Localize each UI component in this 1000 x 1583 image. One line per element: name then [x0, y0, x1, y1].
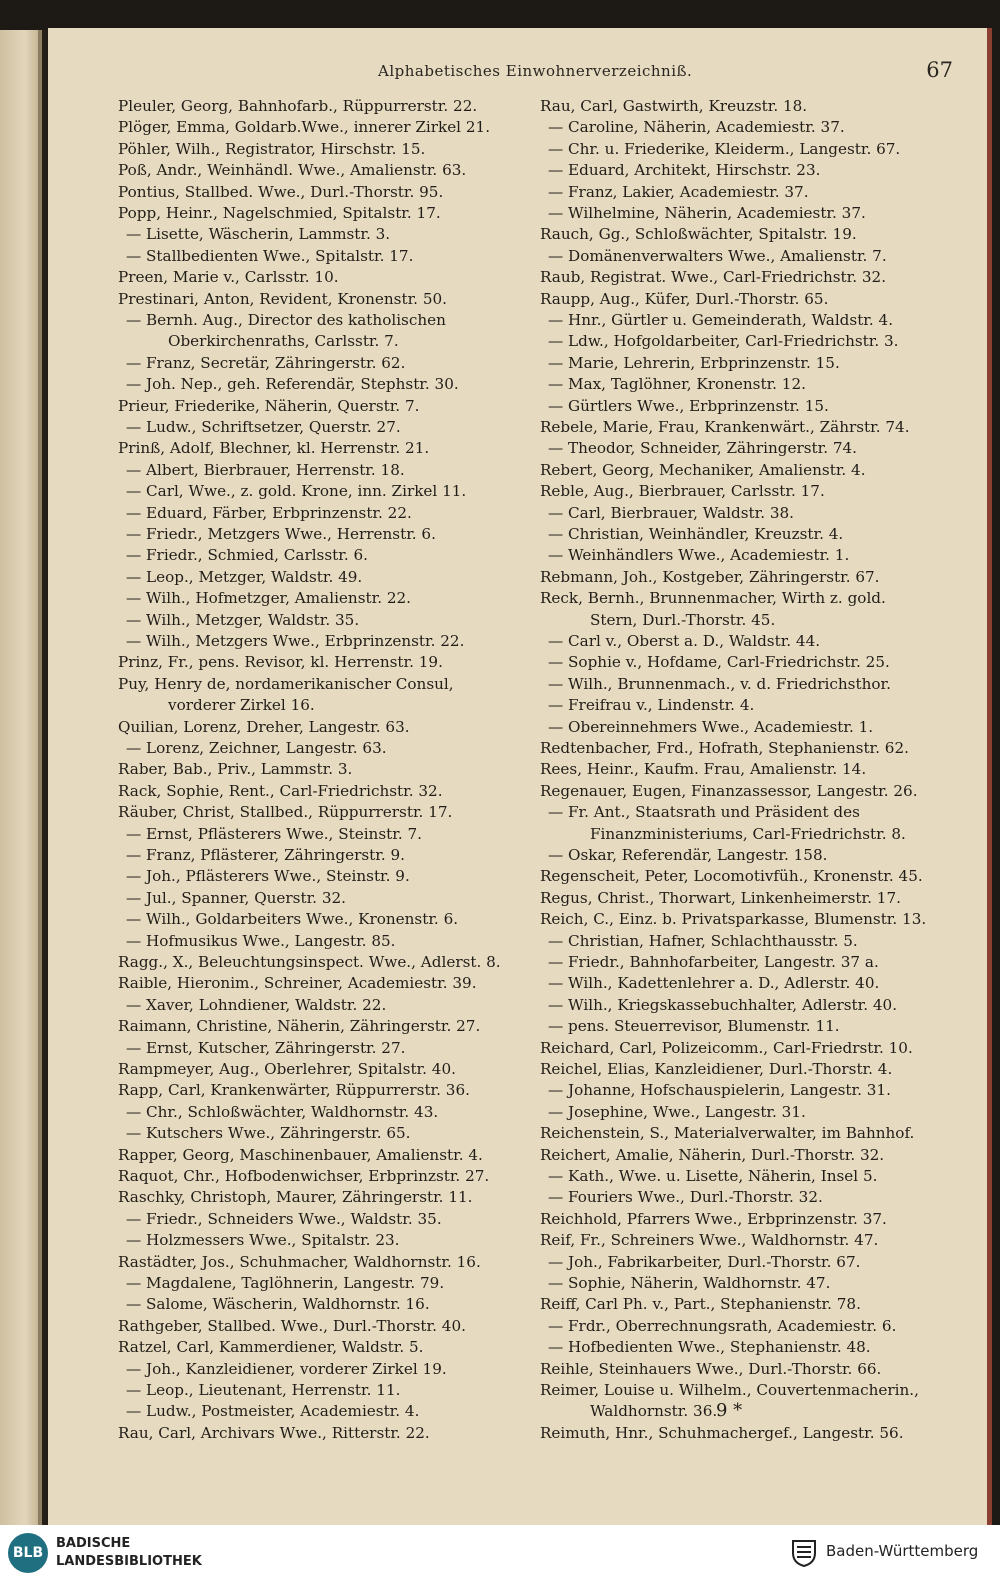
directory-entry: — Hofbedienten Wwe., Stephanienstr. 48.	[548, 1337, 871, 1357]
directory-entry: — Holzmessers Wwe., Spitalstr. 23.	[126, 1230, 400, 1250]
directory-entry: — Salome, Wäscherin, Waldhornstr. 16.	[126, 1294, 430, 1314]
directory-entry: — Freifrau v., Lindenstr. 4.	[548, 695, 754, 715]
directory-entry: Raible, Hieronim., Schreiner, Academiestr. 39.	[118, 974, 477, 993]
directory-entry: — Jul., Spanner, Querstr. 32.	[126, 888, 346, 908]
directory-entry: — Weinhändlers Wwe., Academiestr. 1.	[548, 545, 849, 565]
directory-entry: Rauch, Gg., Schloßwächter, Spitalstr. 19.	[540, 225, 857, 244]
directory-entry: — Joh. Nep., geh. Referendär, Stephstr. 30.	[126, 374, 459, 394]
blb-logo[interactable]: BLB	[8, 1533, 48, 1573]
directory-entry: — Josephine, Wwe., Langestr. 31.	[548, 1102, 806, 1122]
directory-entry: Regenauer, Eugen, Finanzassessor, Langestr. 26.	[540, 781, 918, 800]
directory-entry: — Wilh., Metzgers Wwe., Erbprinzenstr. 22.	[126, 631, 464, 651]
directory-entry: — Franz, Pflästerer, Zähringerstr. 9.	[126, 845, 405, 865]
directory-entry: Reiff, Carl Ph. v., Part., Stephanienstr. 78.	[540, 1295, 861, 1314]
page-header	[48, 58, 987, 88]
directory-entry: — Xaver, Lohndiener, Waldstr. 22.	[126, 995, 386, 1015]
blb-name-line2: LANDESBIBLIOTHEK	[56, 1554, 202, 1569]
directory-entry: Rees, Heinr., Kaufm. Frau, Amalienstr. 14.	[540, 760, 867, 779]
directory-entry: — Friedr., Bahnhofarbeiter, Langestr. 37 a.	[548, 952, 879, 972]
directory-entry: — Joh., Pflästerers Wwe., Steinstr. 9.	[126, 866, 410, 886]
scanned-page	[48, 28, 992, 1525]
directory-entry: Rathgeber, Stallbed. Wwe., Durl.-Thorstr. 40.	[118, 1316, 466, 1335]
directory-entry: — Sophie v., Hofdame, Carl-Friedrichstr. 25.	[548, 652, 890, 672]
directory-entry: Redtenbacher, Frd., Hofrath, Stephanienstr. 62.	[540, 739, 909, 757]
directory-entry: Rau, Carl, Archivars Wwe., Ritterstr. 22.	[118, 1423, 430, 1442]
directory-entry: — Ludw., Schriftsetzer, Querstr. 27.	[126, 417, 401, 437]
directory-entry: — Kath., Wwe. u. Lisette, Näherin, Insel 5.	[548, 1166, 877, 1186]
directory-entry: Raber, Bab., Priv., Lammstr. 3.	[118, 760, 353, 779]
directory-entry: — Wilhelmine, Näherin, Academiestr. 37.	[548, 203, 866, 223]
directory-entry: Pöhler, Wilh., Registrator, Hirschstr. 15.	[118, 139, 426, 158]
directory-entry: — Fr. Ant., Staatsrath und Präsident des	[548, 802, 860, 822]
directory-entry: Reichert, Amalie, Näherin, Durl.-Thorstr. 32.	[540, 1145, 885, 1164]
running-title: Alphabetisches Einwohnerverzeichniß.	[378, 62, 693, 80]
directory-entry: Raupp, Aug., Küfer, Durl.-Thorstr. 65.	[540, 289, 829, 308]
directory-entry: Pleuler, Georg, Bahnhofarb., Rüppurrerstr. 22.	[118, 97, 478, 115]
signature-mark: 9 *	[716, 1400, 743, 1421]
directory-entry: — Kutschers Wwe., Zähringerstr. 65.	[126, 1123, 411, 1143]
directory-entry: Rebert, Georg, Mechaniker, Amalienstr. 4.	[540, 460, 866, 479]
bw-name[interactable]: Baden-Württemberg	[826, 1542, 979, 1560]
directory-entry: Reich, C., Einz. b. Privatsparkasse, Blumenstr. 13.	[540, 910, 927, 929]
directory-entry: Reble, Aug., Bierbrauer, Carlsstr. 17.	[540, 482, 825, 501]
directory-entry: Rebele, Marie, Frau, Krankenwärt., Zährstr. 74.	[540, 418, 910, 436]
directory-entry: Ratzel, Carl, Kammerdiener, Waldstr. 5.	[118, 1338, 424, 1357]
directory-entry: Rau, Carl, Gastwirth, Kreuzstr. 18.	[540, 97, 808, 115]
directory-entry: — Domänenverwalters Wwe., Amalienstr. 7.	[548, 246, 887, 266]
directory-entry: — Caroline, Näherin, Academiestr. 37.	[548, 117, 845, 137]
directory-entry: Prestinari, Anton, Revident, Kronenstr. 50.	[118, 289, 447, 308]
directory-entry: Popp, Heinr., Nagelschmied, Spitalstr. 17.	[118, 204, 441, 222]
directory-entry: Rack, Sophie, Rent., Carl-Friedrichstr. 32.	[118, 781, 443, 800]
entry-continuation: Finanzministeriums, Carl-Friedrichstr. 8.	[590, 824, 906, 843]
directory-entry: — Wilh., Kriegskassebuchhalter, Adlerstr. 40.	[548, 995, 897, 1015]
directory-entry: — Joh., Kanzleidiener, vorderer Zirkel 19.	[126, 1359, 447, 1379]
directory-entry: Ragg., X., Beleuchtungsinspect. Wwe., Adlerst. 8.	[118, 953, 501, 971]
directory-entry: — Carl v., Oberst a. D., Waldstr. 44.	[548, 631, 820, 651]
directory-entry: — Wilh., Kadettenlehrer a. D., Adlerstr. 40.	[548, 973, 879, 993]
directory-entry: Poß, Andr., Weinhändl. Wwe., Amalienstr. 63.	[118, 161, 467, 180]
directory-entry: — Leop., Metzger, Waldstr. 49.	[126, 567, 362, 587]
previous-page-edge	[0, 30, 42, 1525]
directory-entry: Prinß, Adolf, Blechner, kl. Herrenstr. 21.	[118, 439, 430, 458]
directory-entry: Rastädter, Jos., Schuhmacher, Waldhornstr. 16.	[118, 1252, 481, 1271]
directory-entry: Raimann, Christine, Näherin, Zähringerstr. 27.	[118, 1017, 481, 1036]
directory-entry: Reimer, Louise u. Wilhelm., Couvertenmacherin.,	[540, 1381, 919, 1399]
directory-entry: Rapp, Carl, Krankenwärter, Rüppurrerstr. 36.	[118, 1081, 470, 1100]
directory-entry: — Christian, Weinhändler, Kreuzstr. 4.	[548, 524, 843, 544]
directory-entry: — Christian, Hafner, Schlachthausstr. 5.	[548, 931, 858, 951]
blb-name-line1: BADISCHE	[56, 1536, 131, 1551]
directory-entry: Reichard, Carl, Polizeicomm., Carl-Friedrstr. 10.	[540, 1038, 913, 1057]
entry-continuation: Waldhornstr. 36.	[590, 1402, 718, 1421]
directory-entry: — Franz, Secretär, Zähringerstr. 62.	[126, 353, 405, 373]
directory-entry: — Fouriers Wwe., Durl.-Thorstr. 32.	[548, 1187, 823, 1207]
directory-entry: Raub, Registrat. Wwe., Carl-Friedrichstr. 32.	[540, 268, 887, 287]
directory-entry: — Wilh., Goldarbeiters Wwe., Kronenstr. 6.	[126, 909, 458, 929]
directory-entry: — Hnr., Gürtler u. Gemeinderath, Waldstr. 4.	[548, 310, 893, 330]
directory-entry: Regenscheit, Peter, Locomotivfüh., Kronenstr. 45.	[540, 867, 923, 886]
directory-entry: Rapper, Georg, Maschinenbauer, Amalienstr. 4.	[118, 1145, 483, 1164]
directory-entry: Raquot, Chr., Hofbodenwichser, Erbprinzstr. 27.	[118, 1167, 490, 1185]
directory-entry: — Wilh., Brunnenmach., v. d. Friedrichsthor.	[548, 674, 891, 694]
directory-entry: — Marie, Lehrerin, Erbprinzenstr. 15.	[548, 353, 840, 373]
page-number: 67	[926, 58, 953, 82]
directory-entry: Plöger, Emma, Goldarb.Wwe., innerer Zirkel 21.	[118, 118, 491, 137]
directory-entry: — Ernst, Kutscher, Zähringerstr. 27.	[126, 1038, 405, 1058]
directory-entry: — Oskar, Referendär, Langestr. 158.	[548, 845, 827, 865]
directory-entry: — Joh., Fabrikarbeiter, Durl.-Thorstr. 67.	[548, 1252, 860, 1272]
directory-entry: Räuber, Christ, Stallbed., Rüppurrerstr. 17.	[118, 803, 453, 822]
directory-entry: — Gürtlers Wwe., Erbprinzenstr. 15.	[548, 396, 829, 416]
directory-entry: — Ludw., Postmeister, Academiestr. 4.	[126, 1401, 419, 1421]
directory-entry: Reimuth, Hnr., Schuhmachergef., Langestr. 56.	[540, 1423, 904, 1442]
entry-continuation: vorderer Zirkel 16.	[168, 696, 315, 715]
blb-name[interactable]	[56, 1535, 202, 1571]
directory-entry: Reif, Fr., Schreiners Wwe., Waldhornstr. 47.	[540, 1231, 879, 1250]
directory-entry: — Frdr., Oberrechnungsrath, Academiestr. 6.	[548, 1316, 896, 1336]
directory-entry: — Eduard, Färber, Erbprinzenstr. 22.	[126, 503, 412, 523]
directory-entry: — Carl, Wwe., z. gold. Krone, inn. Zirkel 11.	[126, 481, 466, 501]
directory-entry: Puy, Henry de, nordamerikanischer Consul,	[118, 674, 454, 693]
library-footer-bar	[0, 1525, 1000, 1583]
directory-entry: — Lisette, Wäscherin, Lammstr. 3.	[126, 224, 390, 244]
entry-continuation: Stern, Durl.-Thorstr. 45.	[590, 610, 776, 629]
directory-entry: — Ernst, Pflästerers Wwe., Steinstr. 7.	[126, 824, 422, 844]
directory-entry: — Sophie, Näherin, Waldhornstr. 47.	[548, 1273, 830, 1293]
directory-entry: — Magdalene, Taglöhnerin, Langestr. 79.	[126, 1273, 444, 1293]
directory-entry: Reichenstein, S., Materialverwalter, im Bahnhof.	[540, 1124, 915, 1143]
directory-entry: — Hofmusikus Wwe., Langestr. 85.	[126, 931, 395, 951]
directory-entry: Pontius, Stallbed. Wwe., Durl.-Thorstr. 95.	[118, 182, 444, 201]
directory-entry: — Wilh., Hofmetzger, Amalienstr. 22.	[126, 588, 411, 608]
directory-entry: Rebmann, Joh., Kostgeber, Zähringerstr. 67.	[540, 567, 880, 586]
coat-of-arms-icon[interactable]	[790, 1538, 818, 1568]
directory-entry: Reichhold, Pfarrers Wwe., Erbprinzenstr. 37.	[540, 1209, 887, 1228]
directory-entry: Prinz, Fr., pens. Revisor, kl. Herrenstr. 19.	[118, 653, 443, 672]
directory-entry: — Bernh. Aug., Director des katholischen	[126, 310, 446, 330]
entry-continuation: Oberkirchenraths, Carlsstr. 7.	[168, 332, 399, 351]
directory-entry: Reck, Bernh., Brunnenmacher, Wirth z. gold.	[540, 589, 886, 608]
directory-entry: — Friedr., Schneiders Wwe., Waldstr. 35.	[126, 1209, 442, 1229]
directory-entry: Regus, Christ., Thorwart, Linkenheimerstr. 17.	[540, 888, 901, 907]
directory-entry: — Franz, Lakier, Academiestr. 37.	[548, 182, 809, 202]
directory-entry: — Chr., Schloßwächter, Waldhornstr. 43.	[126, 1102, 438, 1122]
directory-entry: — Eduard, Architekt, Hirschstr. 23.	[548, 160, 820, 180]
directory-entry: — Ldw., Hofgoldarbeiter, Carl-Friedrichstr. 3.	[548, 331, 899, 351]
directory-entry: — Chr. u. Friederike, Kleiderm., Langestr. 67.	[548, 139, 900, 159]
directory-entry: — Carl, Bierbrauer, Waldstr. 38.	[548, 503, 794, 523]
directory-entry: — Obereinnehmers Wwe., Academiestr. 1.	[548, 717, 873, 737]
directory-entry: Reihle, Steinhauers Wwe., Durl.-Thorstr. 66.	[540, 1359, 882, 1378]
directory-entry: — Theodor, Schneider, Zähringerstr. 74.	[548, 438, 857, 458]
directory-entry: — Wilh., Metzger, Waldstr. 35.	[126, 610, 359, 630]
directory-entry: — Max, Taglöhner, Kronenstr. 12.	[548, 374, 806, 394]
directory-entry: — Friedr., Metzgers Wwe., Herrenstr. 6.	[126, 524, 436, 544]
directory-entry: — Stallbedienten Wwe., Spitalstr. 17.	[126, 246, 413, 266]
directory-entry: Prieur, Friederike, Näherin, Querstr. 7.	[118, 396, 420, 415]
directory-entry: — Leop., Lieutenant, Herrenstr. 11.	[126, 1380, 400, 1400]
directory-entry: — Lorenz, Zeichner, Langestr. 63.	[126, 738, 387, 758]
directory-entry: — pens. Steuerrevisor, Blumenstr. 11.	[548, 1016, 840, 1036]
directory-entry: — Johanne, Hofschauspielerin, Langestr. 31.	[548, 1080, 891, 1100]
directory-entry: Preen, Marie v., Carlsstr. 10.	[118, 268, 339, 287]
directory-entry: — Friedr., Schmied, Carlsstr. 6.	[126, 545, 368, 565]
directory-entry: Reichel, Elias, Kanzleidiener, Durl.-Thorstr. 4.	[540, 1060, 893, 1078]
directory-entry: Rampmeyer, Aug., Oberlehrer, Spitalstr. 40.	[118, 1060, 456, 1078]
directory-entry: Quilian, Lorenz, Dreher, Langestr. 63.	[118, 717, 410, 736]
directory-entry: Raschky, Christoph, Maurer, Zähringerstr. 11.	[118, 1188, 473, 1207]
directory-entry: — Albert, Bierbrauer, Herrenstr. 18.	[126, 460, 405, 480]
